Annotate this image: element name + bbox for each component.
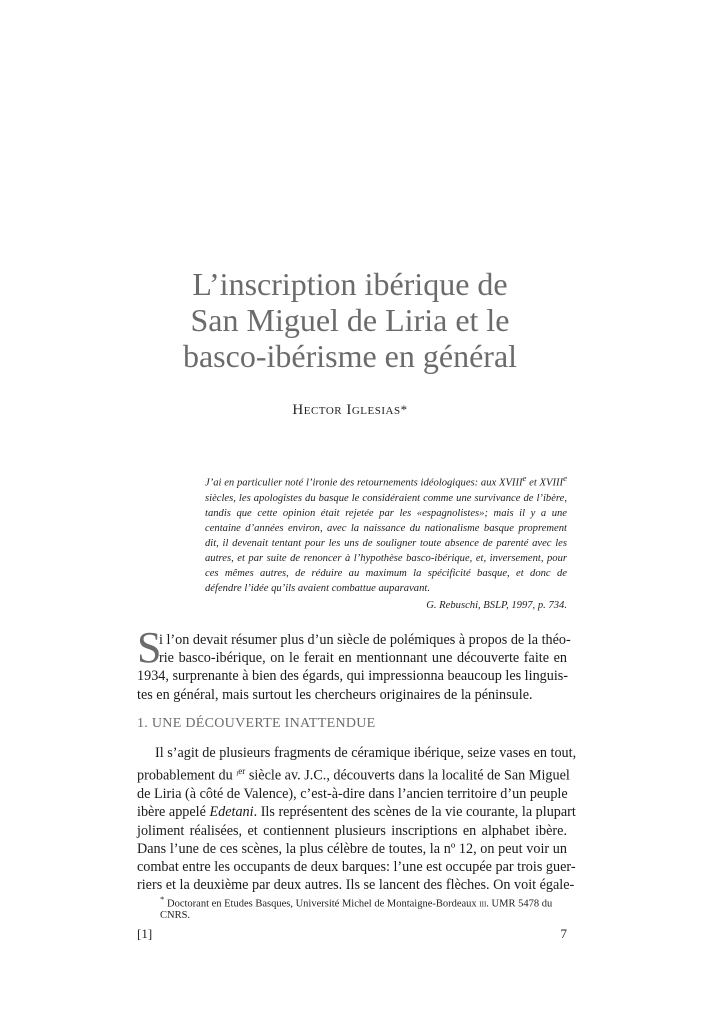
page-reference: [1]	[137, 926, 153, 941]
epigraph	[205, 471, 567, 613]
body-line: de Liria (à côté de Valence), c’est-à-dire dans l’ancien territoire d’un peuple	[137, 786, 568, 803]
body-line: rie basco-ibérique, on le ferait en mentionnant une découverte faite en	[159, 650, 567, 667]
title-line: L’inscription ibérique de	[192, 266, 508, 302]
page-number: 7	[560, 926, 567, 941]
author-line	[200, 402, 500, 419]
body-line: i l’on devait résumer plus d’un siècle de polémiques à propos de la théo-	[159, 632, 571, 648]
epigraph-line: ces mêmes autres, de réduire au maximum la spécificité basque, et donc de	[205, 567, 567, 579]
title-line: San Miguel de Liria et le	[190, 302, 510, 338]
epigraph-line: J’ai en particulier noté l’ironie des retournements idéologiques: aux XVIIIe et XVIIIe	[205, 473, 567, 489]
body-line: Il s’agit de plusieurs fragments de céramique ibérique, seize vases en tout,	[155, 745, 577, 761]
intro-paragraph	[137, 631, 571, 704]
body-line: probablement du $^{ier}$ siècle av. J.C., découverts dans la localité de San Miguel	[137, 766, 570, 784]
body-line: joliment réalisées, et contiennent plusieurs inscriptions en alphabet ibère.	[137, 822, 567, 839]
body-line: tes en général, mais surtout les chercheurs originaires de la péninsule.	[137, 686, 533, 703]
title-line: basco-ibérisme en général	[182, 338, 518, 374]
epigraph-line: centaine d’années environ, avec la naissance du nationalisme basque proprement	[205, 522, 567, 534]
body-line: riers et la deuxième par deux autres. Ils se lancent des flèches. On voit égale-	[137, 877, 575, 894]
footnote-marker: *	[160, 894, 165, 904]
epigraph-line: dit, il devenait tentant pour les uns de souligner toute absence de parenté avec les	[205, 537, 567, 549]
footnote: * Doctorant en Etudes Basques, Université Michel de Montaigne-Bordeaux iii. UMR 5478 du CNRS.	[160, 894, 553, 921]
epigraph-attribution: G. Rebuschi, BSLP, 1997, p. 734.	[426, 599, 567, 611]
body-paragraph	[137, 744, 577, 894]
body-line: combat entre les occupants de deux barques: l’une est occupée par trois guer-	[137, 858, 576, 875]
epigraph-line: défendre l’idée qu’ils avaient combattue auparavant.	[205, 582, 430, 594]
body-line: ibère appelé Edetani. Ils représentent des scènes de la vie courante, la plupart	[137, 804, 576, 821]
epigraph-line: tandis que cette opinion était rejetée par les «espagnolistes»; mais il y a une	[205, 507, 567, 519]
paper-title	[100, 266, 600, 374]
epigraph-line: autres, et par suite de renoncer à l’hypothèse basco-ibérique, et, inversement, pour	[205, 552, 567, 564]
body-line: 1934, surprenante à bien des égards, qui impressionna beaucoup les linguis-	[137, 668, 569, 685]
epigraph-line: siècles, les apologistes du basque le considéraient comme une survivance de l’ibère,	[205, 492, 567, 504]
author-name: Hector Iglesias	[292, 402, 401, 418]
drop-cap: S	[137, 623, 162, 672]
author-footnote-marker: *	[400, 402, 408, 417]
body-line: Dans l’une de ces scènes, la plus célèbre de toutes, la nº 12, on peut voir un	[137, 840, 567, 857]
section-heading: 1. UNE DÉCOUVERTE INATTENDUE	[137, 716, 376, 731]
